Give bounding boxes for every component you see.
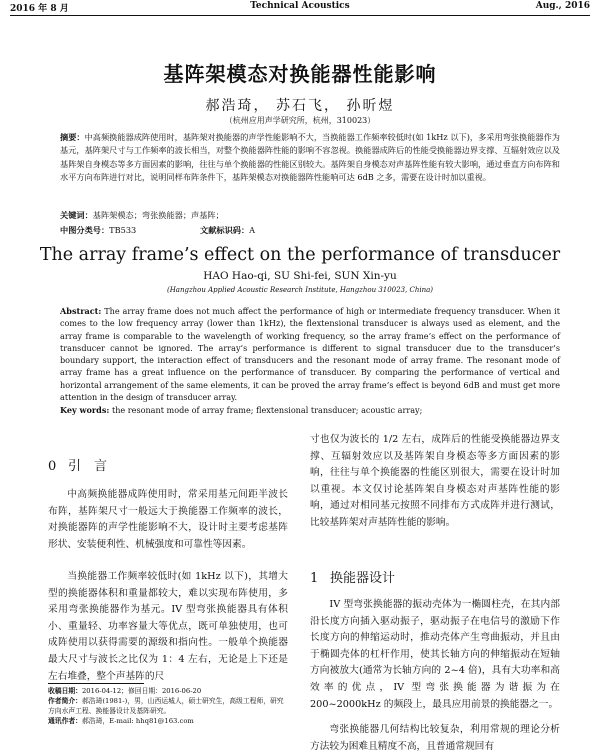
section-title: 换能器设计 <box>330 571 396 586</box>
clc-label: 中图分类号： <box>60 225 110 235</box>
corr-label: 通讯作者： <box>48 717 82 725</box>
title-en: The array frame’s effect on the performance of transducer <box>39 245 561 265</box>
abstract-en-text: The array frame does not much affect the performance of high or intermediate frequency transducer. When it comes to the low frequency array (lower than 1kHz), the flextensional transducer is always used as element, and the array frame is comparable to the wavelength of working frequency, so the array frame’s effect on the performance of transducer cannot be ignored. The array’s performance is different to signal transducer due to the transducer’s boundary support, the interaction effect of transducers and the resonant mode of array frame. The resonant mode of array frame has a great influence on the performance of transducer. By comparing the performance of vertical and horizontal arrangement of the same elements, it can be proved the array frame’s effect is beyond 6dB and must get more attention in the design of transducer array. <box>60 306 561 403</box>
title-cn: 基阵架模态对换能器性能影响 <box>163 62 437 86</box>
clc-value: TB533 <box>109 225 137 235</box>
received-dates: 2016-04-12；修回日期：2016-06-20 <box>81 687 202 695</box>
intro-paragraph-1: 中高频换能器成阵使用时，常采用基元间距半波长布阵，基阵架尺寸一般远大于换能器工作频率的波长，对换能器阵的声学性能影响不大，设计时主要考虑基阵形状、安装便利性、机械强度和可靠性等因素。 <box>48 489 288 550</box>
authors-en: HAO Hao-qi, SU Shi-fei, SUN Xin-yu <box>203 270 397 282</box>
section-number: 1 <box>310 571 319 586</box>
received-label: 收稿日期： <box>48 687 82 695</box>
corresponding-author: 郝浩琦，E-mail: hhq81@163.com <box>81 717 194 725</box>
authors-cn: 郝浩琦， 苏石飞， 孙昕煜 <box>205 98 395 114</box>
abstract-en-label: Abstract: <box>60 306 102 316</box>
keywords-cn-label: 关键词： <box>60 210 93 220</box>
abstract-cn <box>60 131 560 185</box>
bio-label: 作者简介： <box>48 697 82 705</box>
header-date-cn: 2016 年 8 月 <box>10 4 69 14</box>
classification-cn <box>60 225 256 236</box>
header-journal: Technical Acoustics <box>250 1 350 11</box>
keywords-cn-text: 基阵架模态；弯张换能器；声基阵； <box>92 210 224 220</box>
doc-code-label: 文献标识码： <box>200 225 250 235</box>
doc-code-value: A <box>249 225 256 235</box>
abstract-cn-text: 中高频换能器成阵使用时，基阵架对换能器的声学性能影响不大，当换能器工作频率较低时(如 1kHz 以下)，多采用弯张换能器作为基元，基阵架尺寸与工作频率的波长相当，对整个换能器阵性能的影响不容忽视。换能器成阵后的性能受换能器边界支撑、互辐射效应以及基阵架自身模态等多方面因素的影响，往往与单个换能器的性能区别较大。基阵架自身模态对声基阵性能有较大影响，通过垂直方向布阵和水平方向布阵进行对比，说明同样布阵条件下，基阵架模态对换能器阵性能响可达 6dB 之多，需要在设计时加以重视。 <box>60 132 560 183</box>
section-title: 引 言 <box>68 459 108 474</box>
right-paragraph-1: 寸也仅为波长的 1/2 左右，成阵后的性能受换能器边界支撑、互辐射效应以及基阵架自身模态等多方面因素的影响，往往与单个换能器的性能区别很大，需要在设计时加以重视。本文仅讨论基阵架自身模态对声基阵性能的影响，通过对相同基元按照不同排布方式成阵并进行测试，比较基阵架对声基阵性能的影响。 <box>310 434 560 528</box>
keywords-en <box>60 405 560 415</box>
keywords-cn <box>60 210 560 221</box>
affiliation-en: (Hangzhou Applied Acoustic Research Institute, Hangzhou 310023, China) <box>166 286 434 294</box>
abstract-cn-label: 摘要： <box>60 132 85 142</box>
right-paragraph-3: 弯张换能器几何结构比较复杂，利用常规的理论分析方法较为困难且精度不高，且普通常规回有 <box>310 724 560 752</box>
right-paragraph-2: IV 型弯张换能器的振动壳体为一椭圆柱壳，在其内部沿长度方向插入驱动振子，驱动振子在电信号的激励下作长度方向的伸缩运动时，推动壳体产生弯曲振动，并且由于椭圆壳体的杠杆作用，使其长轴方向的伸缩振动在短轴方向被放大(通常为长轴方向的 2~4 倍)，具有大功率和高效率的优点，IV 型弯张换能器为谐振为在 200~2000kHz 的频段上，最具应用前景的换能器之一。 <box>310 599 560 710</box>
section-heading-design <box>310 567 395 586</box>
author-bio: 郝浩琦(1981-)，男，山西运城人，硕士研究生，高级工程师，研究方向水声工程、换能器设计及基阵研究。 <box>48 697 284 715</box>
footnote <box>48 686 288 726</box>
running-header <box>10 0 590 14</box>
affiliation-cn: （杭州应用声学研究所，杭州，310023） <box>224 116 376 125</box>
footnote-rule <box>48 683 144 684</box>
section-heading-intro <box>48 455 107 474</box>
abstract-en <box>60 305 560 403</box>
keywords-en-label: Key words: <box>60 405 110 415</box>
header-date-en: Aug., 2016 <box>535 1 590 11</box>
header-rule <box>10 15 590 16</box>
keywords-en-text: the resonant mode of array frame; flextensional transducer; acoustic array; <box>111 405 423 415</box>
section-number: 0 <box>48 459 57 474</box>
intro-paragraph-2: 当换能器工作频率较低时(如 1kHz 以下)，其增大型的换能器体积和重量都较大，难以实现布阵使用，多采用弯张换能器作为基元。IV 型弯张换能器具有体积小、重量轻、功率容量大等优点，既可单独使用，也可成阵使用以获得需要的源级和指向性。一般单个换能器最大尺寸与波长之比仅为 1：4 左右，无论是上下还是左右堆叠，整个声基阵的尺 <box>48 571 288 682</box>
